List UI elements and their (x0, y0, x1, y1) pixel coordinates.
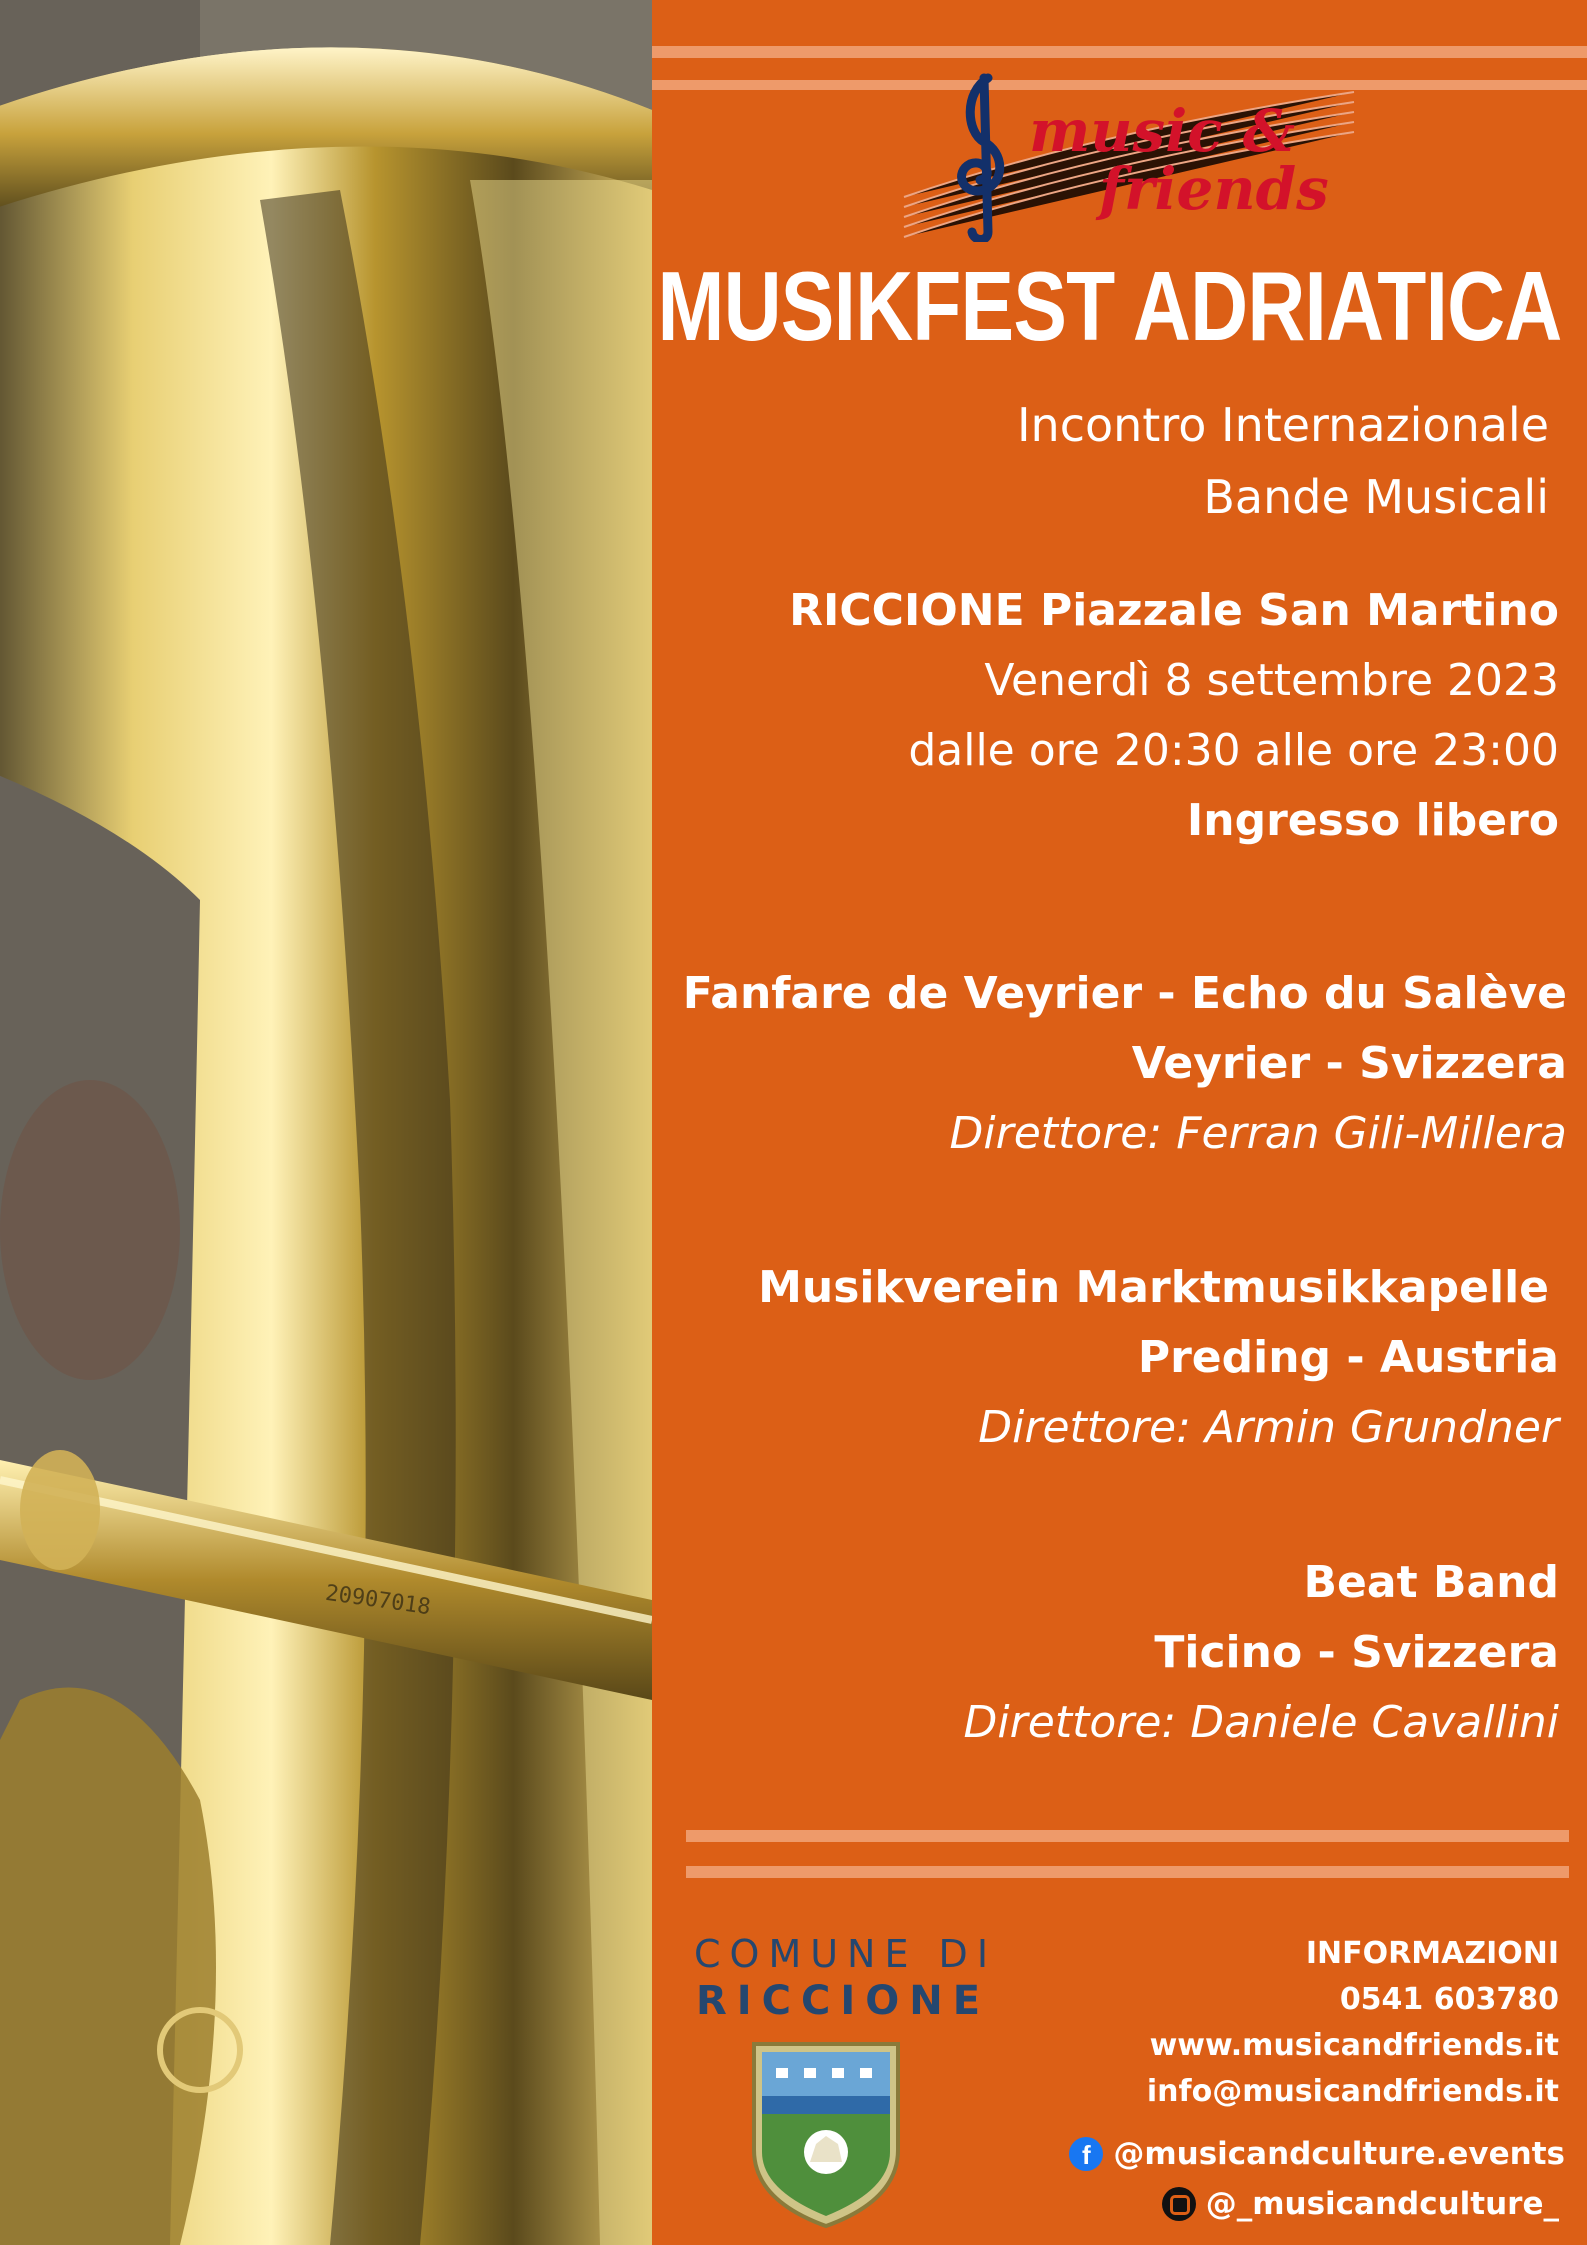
instagram-icon (1162, 2187, 1196, 2221)
facebook-label: @musicandculture.events (1113, 2136, 1565, 2172)
instagram-label: @_musicandculture_ (1205, 2186, 1559, 2222)
subtitle-line-1: Incontro Internazionale (1016, 398, 1549, 452)
event-entry: Ingresso libero (1186, 795, 1559, 846)
comune-label: COMUNE DI (694, 1932, 998, 1976)
tuba-photo (0, 0, 652, 2245)
event-title: MUSIKFEST ADRIATICA (656, 251, 1561, 361)
band-3-director: Direttore: Daniele Cavallini (963, 1697, 1559, 1748)
event-panel (652, 0, 1587, 2245)
instagram-handle[interactable] (1162, 2186, 1559, 2222)
band-1-origin: Veyrier - Svizzera (1131, 1038, 1567, 1089)
facebook-icon: f (1069, 2137, 1103, 2171)
event-date: Venerdì 8 settembre 2023 (984, 655, 1559, 706)
logo-line-1: music & (1029, 97, 1296, 165)
info-website[interactable]: www.musicandfriends.it (1149, 2028, 1559, 2063)
band-3-origin: Ticino - Svizzera (1154, 1627, 1559, 1678)
info-phone: 0541 603780 (1339, 1982, 1559, 2017)
band-2-origin: Preding - Austria (1137, 1332, 1559, 1383)
band-3-name: Beat Band (1303, 1557, 1559, 1608)
coat-of-arms-icon (746, 2040, 906, 2230)
band-2-director: Direttore: Armin Grundner (978, 1402, 1559, 1453)
music-friends-logo (894, 72, 1364, 242)
subtitle-line-2: Bande Musicali (1203, 470, 1549, 524)
treble-clef-icon (944, 72, 1024, 242)
tuba-illustration (0, 0, 652, 2245)
event-place: RICCIONE Piazzale San Martino (789, 585, 1559, 636)
bottom-rule-2 (686, 1866, 1569, 1878)
top-rule-1 (652, 46, 1587, 58)
comune-name: RICCIONE (696, 1978, 991, 2024)
bottom-rule-1 (686, 1830, 1569, 1842)
info-heading: INFORMAZIONI (1305, 1936, 1559, 1971)
band-1-name: Fanfare de Veyrier - Echo du Salève (682, 968, 1567, 1019)
logo-line-2: friends (1099, 155, 1329, 223)
tuba-engraving: 20907018 (323, 1580, 433, 1621)
info-email[interactable]: info@musicandfriends.it (1146, 2074, 1559, 2109)
band-2-name: Musikverein Marktmusikkapelle (758, 1262, 1549, 1313)
band-1-director: Direttore: Ferran Gili-Millera (949, 1108, 1567, 1159)
facebook-handle[interactable] (1069, 2136, 1565, 2172)
event-time: dalle ore 20:30 alle ore 23:00 (908, 725, 1559, 776)
